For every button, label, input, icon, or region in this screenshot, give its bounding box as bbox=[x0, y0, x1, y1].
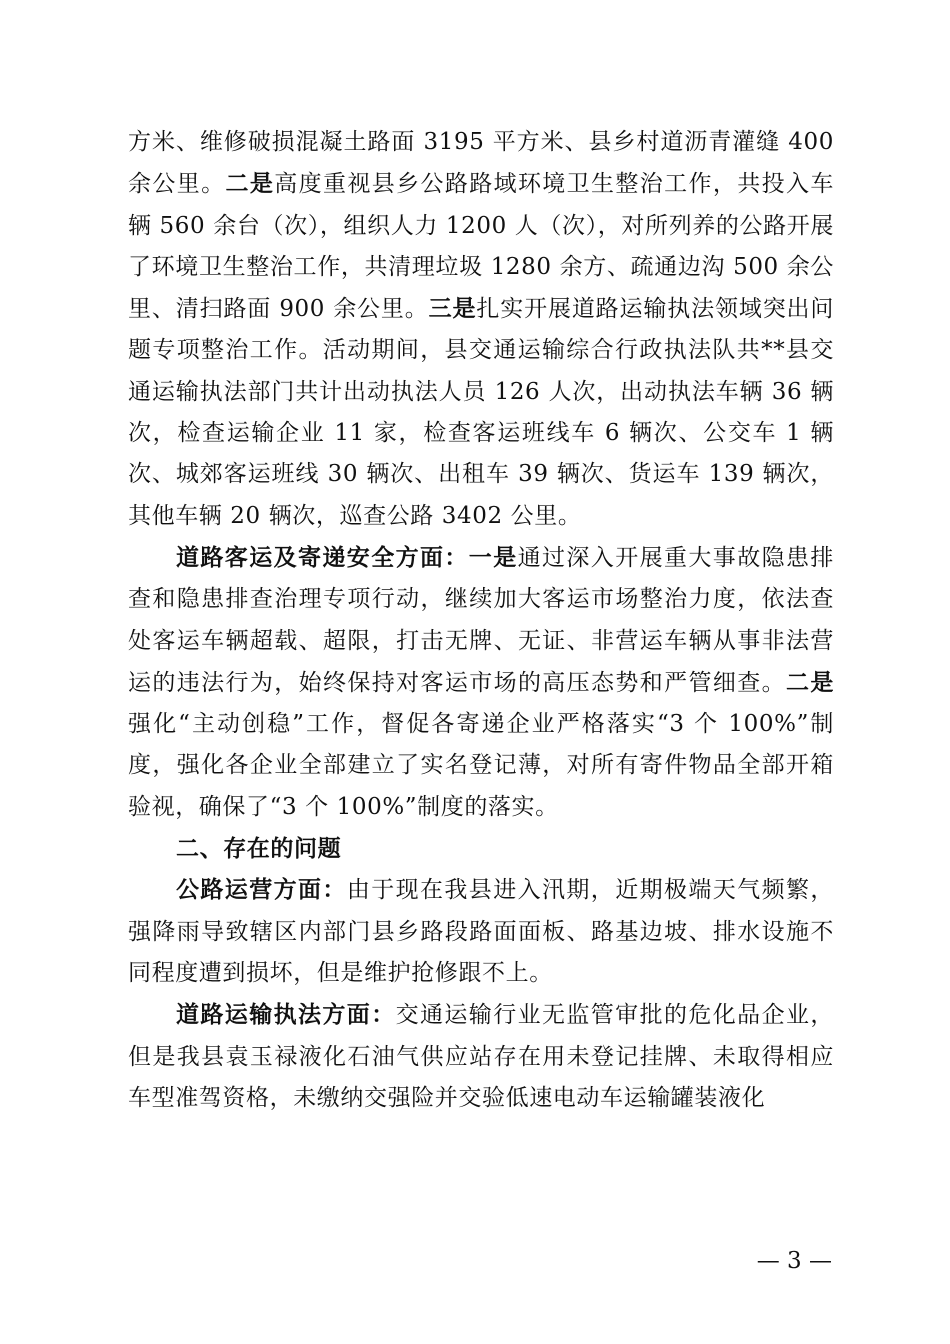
bold-text-run: 二是 bbox=[786, 668, 835, 696]
text-run: 由于现在我县进入汛期，近期极端天气频繁，强降雨导致辖区内部门县乡路段路面面板、路基边坡、排水设施不同程度遭到损坏，但是维护抢修跟不上。 bbox=[128, 877, 835, 986]
text-run: 高度重视县乡公路路域环境卫生整治工作，共投入车辆 560 余台（次），组织人力 1200 人（次），对所列养的公路开展了环境卫生整治工作，共清理垃圾 1280 余方、疏通边沟 500 余公里、清扫路面 900 余公里。 bbox=[128, 171, 834, 323]
bold-text-run: 公路运营方面： bbox=[176, 876, 347, 904]
text-run: 交通运输行业无监管审批的危化品企业，但是我县袁玉禄液化石油气供应站存在用未登记挂牌、未取得相应车型准驾资格，未缴纳交强险并交验低速电动车运输罐装液化 bbox=[128, 1002, 834, 1111]
bold-text-run: 二是 bbox=[225, 170, 275, 198]
section-heading-existing-problems bbox=[128, 828, 834, 869]
text-run: 强化“主动创稳”工作，督促各寄递企业严格落实“3 个 100%”制度，强化各企业全部建立了实名登记薄，对所有寄件物品全部开箱验视，确保了“3 个 100%”制度的落实。 bbox=[128, 711, 834, 820]
bold-text-run: 道路客运及寄递安全方面： bbox=[176, 543, 469, 571]
text-run: 扎实开展道路运输执法领域突出问题专项整治工作。活动期间，县交通运输综合行政执法队共**县交通运输执法部门共计出动执法人员 126 人次，出动执法车辆 36 辆次，检查运输企业 11 家，检查客运班线车 6 辆次、公交车 1 辆次、城郊客运班线 30 辆次、出租车 39 辆次、货运车 139 辆次，其他车辆 20 辆次，巡查公路 3402 公里。 bbox=[128, 296, 835, 529]
paragraph-road-maintenance bbox=[128, 122, 834, 537]
text-run: 通过深入开展重大事故隐患排查和隐患排查治理专项行动，继续加大客运市场整治力度，依法查处客运车辆超载、超限，打击无牌、无证、非营运车辆从事非法营运的违法行为，始终保持对客运市场的高压态势和严管细查。 bbox=[128, 544, 835, 696]
bold-text-run: 道路运输执法方面： bbox=[176, 1001, 396, 1029]
paragraph-road-transport-enforcement bbox=[128, 994, 834, 1119]
paragraph-passenger-delivery-safety bbox=[128, 537, 834, 828]
paragraph-road-operation bbox=[128, 869, 834, 994]
document-body bbox=[128, 122, 834, 1119]
text-run: 方米、维修破损混凝土路面 3195 平方米、县乡村道沥青灌缝 400 余公里。 bbox=[128, 129, 834, 198]
bold-text-run: 一是 bbox=[468, 543, 518, 571]
page-number: — 3 — bbox=[756, 1248, 832, 1274]
bold-text-run: 三是 bbox=[428, 295, 477, 323]
bold-text-run: 二、存在的问题 bbox=[176, 835, 342, 863]
